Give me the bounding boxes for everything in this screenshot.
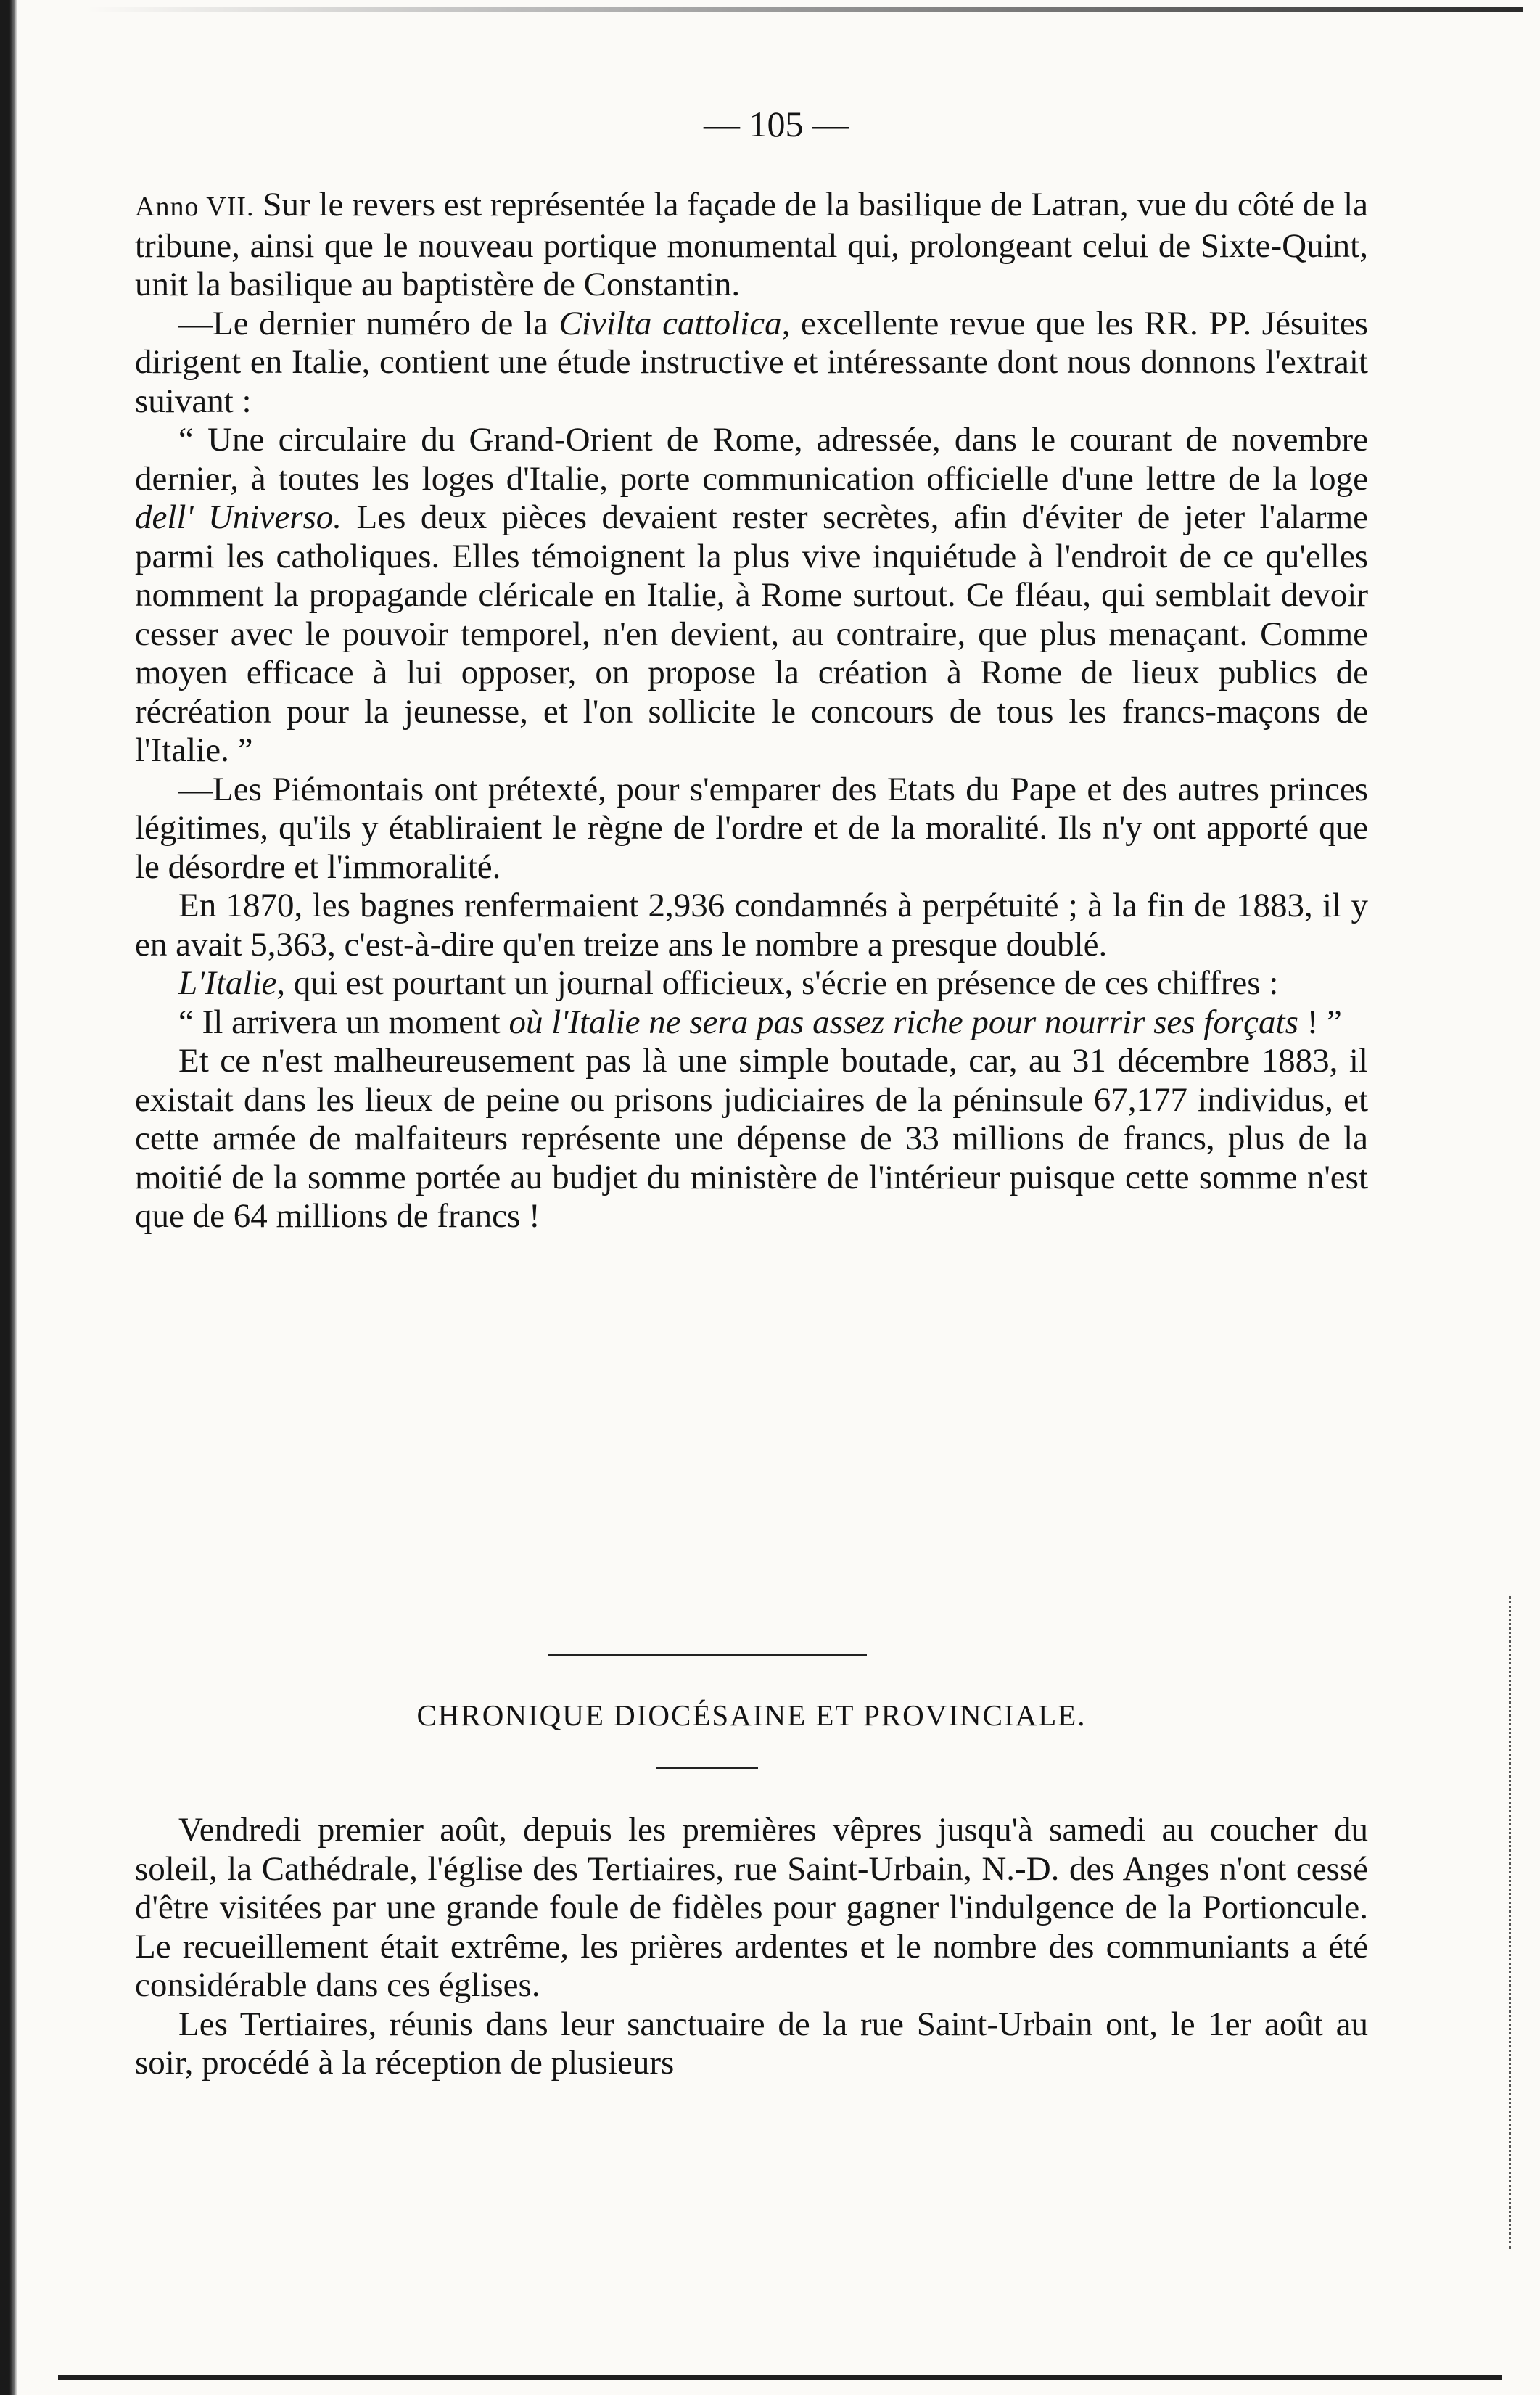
paragraph-text: ! ”: [1306, 1003, 1342, 1041]
paragraph-anno: [135, 186, 1368, 305]
journal-title: Civilta cattolica,: [559, 304, 791, 342]
paragraph-tertiaires: Les Tertiaires, réunis dans leur sanctuaire de la rue Saint-Urbain ont, le 1er août au soir, procédé à la réception de plusieurs: [135, 2005, 1368, 2082]
paragraph-prisons: Et ce n'est malheureusement pas là une simple boutade, car, au 31 décembre 1883, il existait dans les lieux de peine ou prisons judiciaires de la péninsule 67,177 individus, et cette armée de malfaiteurs représente une dépense de 33 millions de francs, plus de la moitié de la somme portée au budjet du ministère de l'intérieur puisque cette somme n'est que de 64 millions de francs !: [135, 1042, 1368, 1235]
scan-bottom-edge: [58, 2375, 1502, 2380]
paragraph-text: Les deux pièces devaient rester secrètes, afin d'éviter de jeter l'alarme parmi les catholiques. Elles témoignent la plus vive inquiétude à l'endroit de ce qu'elles nomment la propagande cléricale en Italie, à Rome surtout. Ce fléau, qui semblait devoir cesser avec le pouvoir temporel, n'en devient, au contraire, que plus menaçant. Comme moyen efficace à lui opposer, on propose la création à Rome de lieux publics de récréation pour la jeunesse, et l'on sollicite le concours de tous les francs-maçons de l'Italie. ”: [135, 498, 1368, 769]
heading-underline: [656, 1767, 758, 1769]
section-heading: CHRONIQUE DIOCÉSAINE ET PROVINCIALE.: [416, 1698, 1087, 1732]
paragraph-text: “ Une circulaire du Grand-Orient de Rome, adressée, dans le courant de novembre dernier, à toutes les loges d'Italie, porte communication officielle d'une lettre de la loge: [135, 421, 1368, 498]
paragraph-circulaire: [135, 421, 1368, 771]
paragraph-portioncule: Vendredi premier août, depuis les premières vêpres jusqu'à samedi au coucher du soleil, la Cathédrale, l'église des Tertiaires, rue Saint-Urbain, N.-D. des Anges n'ont cessé d'être visitées par une grande foule de fidèles pour gagner l'indulgence de la Portioncule. Le recueillement était extrême, les prières ardentes et le nombre des communiants a été considérable dans ces églises.: [135, 1811, 1368, 2004]
paragraph-lead: Anno VII.: [135, 192, 255, 222]
section-news: [135, 186, 1368, 1236]
journal-title: L'Italie,: [178, 964, 286, 1002]
paragraph-quote: [135, 1003, 1368, 1043]
page-number: — 105 —: [704, 104, 849, 144]
paragraph-text: —Le dernier numéro de la: [178, 304, 548, 342]
paragraph-civilta: [135, 305, 1368, 422]
lodge-name: dell' Universo.: [135, 498, 342, 536]
paragraph-piemontais: —Les Piémontais ont prétexté, pour s'emparer des Etats du Pape et des autres princes légitimes, qu'ils y établiraient le règne de l'ordre et de la moralité. Ils n'y ont apporté que le désordre et l'immoralité.: [135, 770, 1368, 886]
paragraph-text: excellente revue que les RR. PP. Jésuites dirigent en Italie, contient une étude instructive et intéressante dont nous donnons l'extrait suivant :: [135, 304, 1368, 420]
paragraph-bagnes: En 1870, les bagnes renfermaient 2,936 condamnés à perpétuité ; à la fin de 1883, il y en avait 5,363, c'est-à-dire qu'en treize ans le nombre a presque doublé.: [135, 887, 1368, 964]
paragraph-text: “ Il arrivera un moment: [178, 1003, 501, 1041]
scan-binding-edge: [0, 0, 17, 2395]
paragraph-text: qui est pourtant un journal officieux, s'écrie en présence de ces chiffres :: [293, 964, 1279, 1002]
section-chronique: [135, 1811, 1368, 2083]
quote-text: où l'Italie ne sera pas assez riche pour nourrir ses forçats: [508, 1003, 1298, 1041]
paragraph-italie: [135, 964, 1368, 1003]
scan-top-edge: [87, 7, 1523, 12]
section-divider: [548, 1654, 867, 1656]
scan-right-edge: [1509, 1596, 1514, 2249]
paragraph-text: Sur le revers est représentée la façade de la basilique de Latran, vue du côté de la tribune, ainsi que le nouveau portique monumental qui, prolongeant celui de Sixte-Quint, unit la basilique au baptistère de Constantin.: [135, 186, 1369, 303]
